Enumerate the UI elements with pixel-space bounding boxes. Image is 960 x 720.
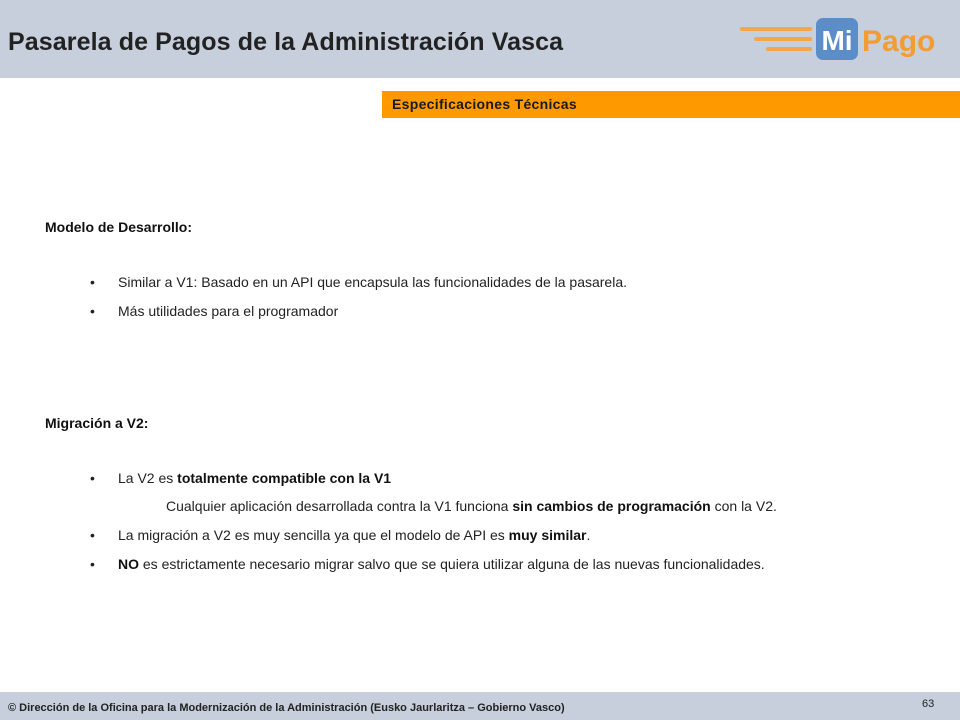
list-item [90, 470, 391, 486]
list-item-text: Similar a V1: Basado en un API que encapsula las funcionalidades de la pasarela. [118, 274, 628, 290]
list-item [90, 303, 338, 319]
list-item-text: es estrictamente necesario migrar salvo que se quiera utilizar alguna de las nuevas funcionalidades. [139, 556, 765, 572]
bullet: • [90, 303, 95, 319]
subitem-text: Cualquier aplicación desarrollada contra la V1 funciona [166, 498, 513, 514]
list-item-emphasis: muy similar [508, 527, 587, 543]
list-item [90, 527, 590, 543]
list-item-text: Más utilidades para el programador [118, 303, 339, 319]
logo-pago-text: Pago [862, 25, 936, 58]
bullet: • [90, 527, 95, 543]
list-item-text: . [586, 527, 591, 543]
modelo-heading: Modelo de Desarrollo: [45, 219, 193, 235]
list-item-text: La migración a V2 es muy sencilla ya que el modelo de API es [118, 527, 509, 543]
list-item-emphasis: totalmente compatible con la V1 [177, 470, 392, 486]
footer-copyright: © Dirección de la Oficina para la Modernización de la Administración (Eusko Jaurlaritza – Gobierno Vasco) [8, 702, 565, 714]
speed-lines-icon [742, 29, 810, 49]
footer-bar [0, 692, 960, 720]
page-number: 63 [922, 698, 935, 710]
logo-mi-text: Mi [821, 25, 853, 56]
section-tab-label: Especificaciones Técnicas [392, 96, 577, 112]
migracion-heading: Migración a V2: [45, 415, 149, 431]
list-item-emphasis: NO [118, 556, 139, 572]
page-title: Pasarela de Pagos de la Administración Vasca [8, 28, 564, 56]
subitem-text: con la V2. [710, 498, 777, 514]
list-subitem [166, 498, 777, 514]
section-tab [382, 91, 960, 118]
bullet: • [90, 470, 95, 486]
subitem-emphasis: sin cambios de programación [512, 498, 711, 514]
mipago-logo [738, 14, 948, 64]
list-item [90, 274, 627, 290]
header-bar [0, 0, 960, 78]
list-item [90, 556, 765, 572]
list-item-text: La V2 es [118, 470, 178, 486]
bullet: • [90, 556, 95, 572]
bullet: • [90, 274, 95, 290]
